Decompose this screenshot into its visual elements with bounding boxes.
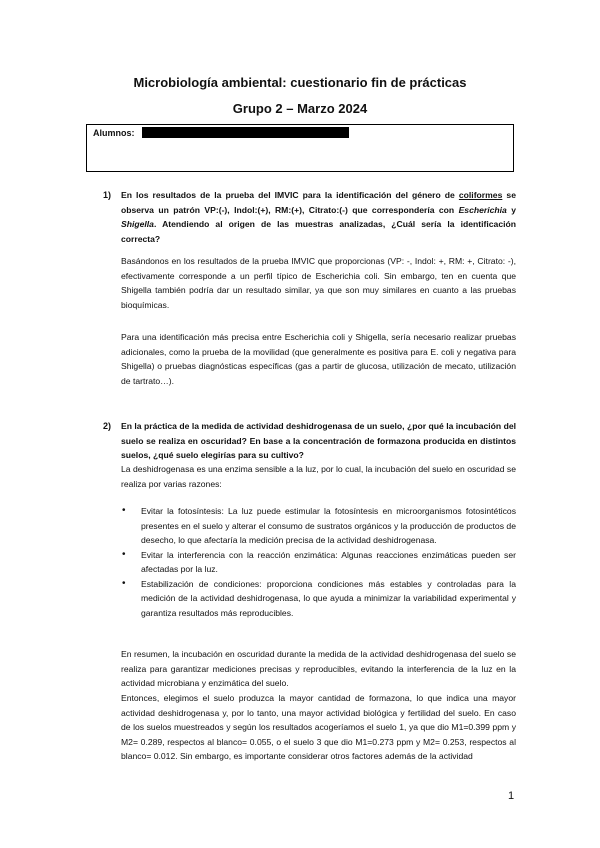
answer-1-paragraph-2: Para una identificación más precisa entre Escherichia coli y Shigella, sería necesario realizar pruebas adicionales, como la prueba de la movilidad (que generalmente es positiva para E. coli y negativa para Shigella) o pruebas diagnósticas específicas (gas a partir de glucosa, utilización de mecato, utilización de tartrato…). <box>121 332 516 386</box>
students-box <box>86 124 514 172</box>
question-1-text: En los resultados de la prueba del IMVIC para la identificación del género de coliformes se observa un patrón VP:(-), Indol:(+), RM:(+), Citrato:(-) que correspondería con Escherichia y Shigella. Atendiendo al origen de las muestras analizadas, ¿Cuál sería la identificación correcta? <box>121 190 517 244</box>
question-2-number: 2) <box>103 421 112 431</box>
question-1-number: 1) <box>103 190 112 200</box>
list-item: • Estabilización de condiciones: proporciona condiciones más estables y controladas para la medición de la actividad deshidrogenasa, lo que ayuda a minimizar la variabilidad experimental y garantiza resultados más reproducibles. <box>121 577 516 621</box>
list-item: • Evitar la fotosíntesis: La luz puede estimular la fotosíntesis en microorganismos fotosintéticos presentes en el suelo y alterar el consumo de sustratos orgánicos y la producción de productos de desecho, lo que afectaría la medición precisa de la actividad deshidrogenasa. <box>121 504 516 548</box>
answer-1-paragraph-1: Basándonos en los resultados de la prueba IMVIC que proporcionas (VP: -, Indol: +, RM: +, Citrato: -), efectivamente corresponde a un perfil típico de Escherichia coli. Sin embargo, ten en cuenta que Shigella también podría dar un resultado similar, ya que son muy similares en cuanto a las pruebas bioquímicas. <box>121 256 516 310</box>
page-number: 1 <box>508 790 515 802</box>
list-item: • Evitar la interferencia con la reacción enzimática: Algunas reacciones enzimáticas pueden ser afectadas por la luz. <box>121 548 516 577</box>
redacted-names <box>142 127 349 138</box>
students-label: Alumnos: <box>93 128 135 138</box>
document-title: Microbiología ambiental: cuestionario fin de prácticas <box>133 75 467 90</box>
answer-2-conclusion: Entonces, elegimos el suelo produzca la mayor cantidad de formazona, lo que indica una mayor actividad deshidrogenasa y, por lo tanto, una mayor actividad biológica y fertilidad del suelo. En caso de los suelos muestreados y según los resultados acogeríamos el suelo 1, ya que dio M1=0.399 ppm y M2= 0.289, respectos al blanco= 0.055, o el suelo 3 que dio M1=0.273 ppm y M2= 0.253, respectos al blanco= 0.012. Sin embargo, es importante considerar otros factores además de la actividad <box>121 693 516 761</box>
reasons-list <box>121 504 516 620</box>
document-subtitle: Grupo 2 – Marzo 2024 <box>232 101 368 116</box>
answer-2-intro: La deshidrogenasa es una enzima sensible a la luz, por lo cual, la incubación del suelo en oscuridad se realiza por varias razones: <box>121 464 516 489</box>
question-2-text: En la práctica de la medida de actividad deshidrogenasa de un suelo, ¿por qué la incubación del suelo se realiza en oscuridad? En base a la concentración de formazona producida en distintos suelos, ¿qué suelo elegirías para su cultivo? <box>121 421 516 460</box>
answer-2-summary: En resumen, la incubación en oscuridad durante la medida de la actividad deshidrogenasa del suelo se realiza para garantizar mediciones precisas y reproducibles, evitando la interferencia de la luz en la actividad microbiana y enzimática del suelo. <box>121 649 516 688</box>
